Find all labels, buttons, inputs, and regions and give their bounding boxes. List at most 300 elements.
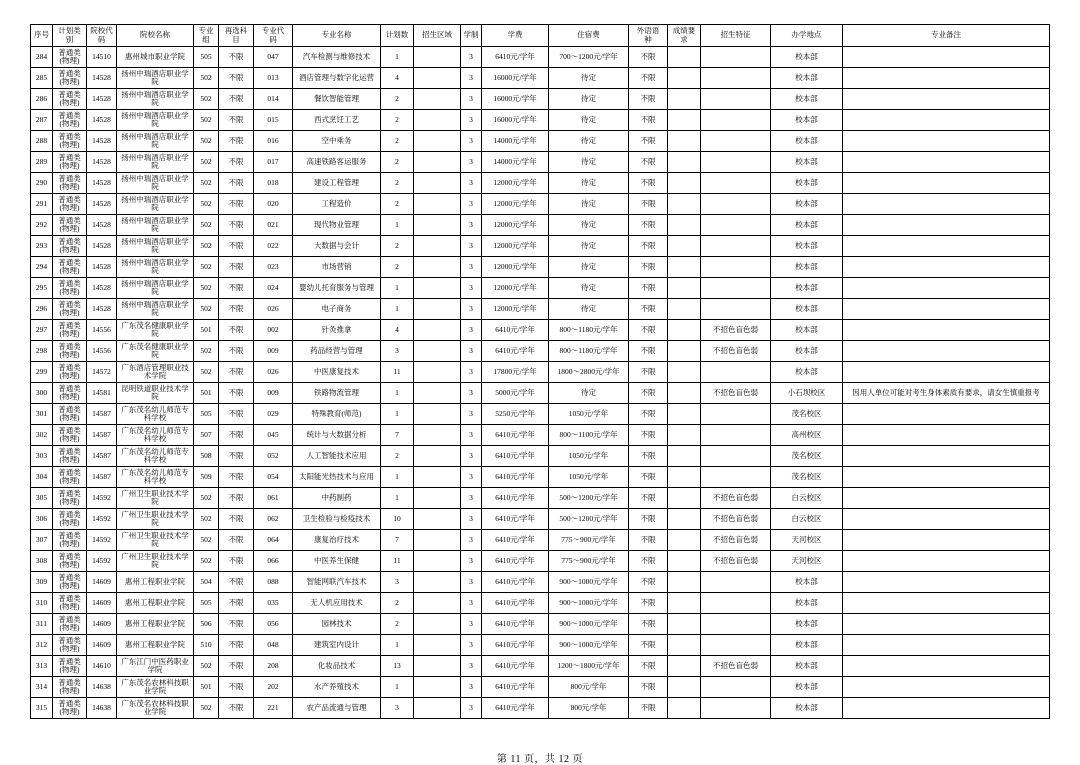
cell-subject: 不限 (219, 572, 254, 593)
cell-score-req (668, 677, 701, 698)
cell-region (414, 47, 461, 68)
cell-dorm-fee: 待定 (549, 383, 629, 404)
cell-category: 普通类(物理) (53, 68, 87, 89)
cell-location: 小石坝校区 (771, 383, 843, 404)
cell-feature (701, 215, 771, 236)
cell-language: 不限 (629, 530, 668, 551)
cell-group: 502 (194, 530, 219, 551)
cell-feature (701, 173, 771, 194)
cell-tuition: 6410元/学年 (482, 341, 549, 362)
cell-subject: 不限 (219, 47, 254, 68)
cell-remark (843, 299, 1050, 320)
cell-school-name: 扬州中瑞酒店职业学院 (117, 299, 194, 320)
header-years: 学制 (461, 25, 482, 47)
cell-feature: 不招色盲色弱 (701, 488, 771, 509)
cell-group: 502 (194, 341, 219, 362)
cell-region (414, 446, 461, 467)
table-row (31, 656, 1050, 677)
cell-tuition: 6410元/学年 (482, 488, 549, 509)
cell-score-req (668, 593, 701, 614)
cell-school-name: 广东江门中医药职业学院 (117, 656, 194, 677)
cell-major-name: 统计与大数据分析 (293, 425, 381, 446)
cell-subject: 不限 (219, 194, 254, 215)
cell-category: 普通类(物理) (53, 194, 87, 215)
cell-dorm-fee: 1050元/学年 (549, 467, 629, 488)
cell-school-name: 广东茂名健康职业学院 (117, 320, 194, 341)
cell-school-code: 14510 (87, 47, 117, 68)
cell-major-code: 061 (254, 488, 293, 509)
cell-group: 502 (194, 509, 219, 530)
cell-remark (843, 446, 1050, 467)
cell-category: 普通类(物理) (53, 362, 87, 383)
cell-group: 502 (194, 698, 219, 719)
cell-feature (701, 257, 771, 278)
cell-category: 普通类(物理) (53, 530, 87, 551)
cell-subject: 不限 (219, 530, 254, 551)
cell-language: 不限 (629, 173, 668, 194)
cell-subject: 不限 (219, 593, 254, 614)
cell-school-code: 14609 (87, 635, 117, 656)
cell-subject: 不限 (219, 110, 254, 131)
cell-major-name: 化妆品技术 (293, 656, 381, 677)
cell-major-code: 021 (254, 215, 293, 236)
cell-tuition: 12000元/学年 (482, 257, 549, 278)
cell-region (414, 320, 461, 341)
cell-school-name: 广东茂名幼儿师范专科学校 (117, 467, 194, 488)
cell-tuition: 6410元/学年 (482, 635, 549, 656)
cell-tuition: 6410元/学年 (482, 509, 549, 530)
cell-major-name: 中药制药 (293, 488, 381, 509)
cell-group: 501 (194, 677, 219, 698)
cell-remark (843, 341, 1050, 362)
cell-no: 313 (31, 656, 53, 677)
cell-major-name: 高速铁路客运服务 (293, 152, 381, 173)
cell-major-code: 018 (254, 173, 293, 194)
cell-school-name: 扬州中瑞酒店职业学院 (117, 89, 194, 110)
cell-school-code: 14528 (87, 236, 117, 257)
cell-years: 3 (461, 320, 482, 341)
cell-plan: 11 (381, 362, 414, 383)
cell-dorm-fee: 待定 (549, 215, 629, 236)
cell-region (414, 467, 461, 488)
cell-location: 高州校区 (771, 425, 843, 446)
cell-school-code: 14556 (87, 341, 117, 362)
cell-group: 502 (194, 89, 219, 110)
cell-major-code: 002 (254, 320, 293, 341)
cell-plan: 2 (381, 152, 414, 173)
cell-score-req (668, 236, 701, 257)
cell-subject: 不限 (219, 131, 254, 152)
table-row (31, 68, 1050, 89)
cell-tuition: 6410元/学年 (482, 614, 549, 635)
cell-major-name: 智能网联汽车技术 (293, 572, 381, 593)
cell-subject: 不限 (219, 89, 254, 110)
table-header (31, 25, 1050, 47)
cell-no: 309 (31, 572, 53, 593)
cell-no: 302 (31, 425, 53, 446)
cell-major-name: 空中乘务 (293, 131, 381, 152)
cell-remark (843, 47, 1050, 68)
cell-subject: 不限 (219, 446, 254, 467)
cell-group: 502 (194, 236, 219, 257)
header-feature: 招生特征 (701, 25, 771, 47)
cell-score-req (668, 47, 701, 68)
cell-location: 茂名校区 (771, 446, 843, 467)
cell-major-name: 市场营销 (293, 257, 381, 278)
cell-score-req (668, 278, 701, 299)
admission-plan-table (30, 24, 1050, 719)
table-row (31, 635, 1050, 656)
cell-remark (843, 278, 1050, 299)
cell-no: 311 (31, 614, 53, 635)
cell-language: 不限 (629, 572, 668, 593)
cell-score-req (668, 488, 701, 509)
cell-major-code: 035 (254, 593, 293, 614)
header-no: 序号 (31, 25, 53, 47)
cell-major-code: 048 (254, 635, 293, 656)
cell-major-name: 中医康复技术 (293, 362, 381, 383)
cell-years: 3 (461, 47, 482, 68)
cell-language: 不限 (629, 131, 668, 152)
cell-dorm-fee: 待定 (549, 89, 629, 110)
cell-school-code: 14528 (87, 257, 117, 278)
cell-remark: 因用人单位可能对考生身体素质有要求，请女生慎重报考 (843, 383, 1050, 404)
cell-dorm-fee: 待定 (549, 257, 629, 278)
cell-no: 306 (31, 509, 53, 530)
cell-years: 3 (461, 152, 482, 173)
cell-plan: 2 (381, 593, 414, 614)
cell-remark (843, 656, 1050, 677)
cell-location: 校本部 (771, 131, 843, 152)
cell-score-req (668, 173, 701, 194)
cell-plan: 2 (381, 614, 414, 635)
cell-category: 普通类(物理) (53, 488, 87, 509)
cell-score-req (668, 446, 701, 467)
cell-remark (843, 236, 1050, 257)
cell-region (414, 215, 461, 236)
cell-language: 不限 (629, 404, 668, 425)
cell-major-code: 045 (254, 425, 293, 446)
cell-remark (843, 635, 1050, 656)
cell-region (414, 698, 461, 719)
cell-category: 普通类(物理) (53, 89, 87, 110)
header-plan: 计划数 (381, 25, 414, 47)
cell-location: 校本部 (771, 47, 843, 68)
cell-language: 不限 (629, 320, 668, 341)
cell-school-code: 14556 (87, 320, 117, 341)
table-row (31, 509, 1050, 530)
cell-major-code: 023 (254, 257, 293, 278)
cell-years: 3 (461, 362, 482, 383)
cell-years: 3 (461, 488, 482, 509)
cell-location: 天河校区 (771, 551, 843, 572)
cell-years: 3 (461, 509, 482, 530)
cell-subject: 不限 (219, 362, 254, 383)
cell-region (414, 89, 461, 110)
cell-subject: 不限 (219, 278, 254, 299)
cell-subject: 不限 (219, 257, 254, 278)
cell-language: 不限 (629, 299, 668, 320)
cell-years: 3 (461, 467, 482, 488)
cell-region (414, 110, 461, 131)
cell-no: 310 (31, 593, 53, 614)
cell-location: 校本部 (771, 635, 843, 656)
cell-group: 504 (194, 572, 219, 593)
cell-subject: 不限 (219, 341, 254, 362)
cell-school-name: 广东茂名幼儿师范专科学校 (117, 404, 194, 425)
cell-language: 不限 (629, 215, 668, 236)
cell-tuition: 6410元/学年 (482, 656, 549, 677)
cell-plan: 1 (381, 677, 414, 698)
cell-score-req (668, 698, 701, 719)
cell-dorm-fee: 待定 (549, 68, 629, 89)
cell-group: 502 (194, 68, 219, 89)
cell-tuition: 16000元/学年 (482, 89, 549, 110)
cell-score-req (668, 257, 701, 278)
cell-school-code: 14638 (87, 677, 117, 698)
cell-remark (843, 551, 1050, 572)
table-row (31, 572, 1050, 593)
cell-no: 300 (31, 383, 53, 404)
cell-school-name: 扬州中瑞酒店职业学院 (117, 110, 194, 131)
cell-region (414, 551, 461, 572)
cell-school-code: 14609 (87, 572, 117, 593)
cell-score-req (668, 320, 701, 341)
cell-language: 不限 (629, 236, 668, 257)
cell-score-req (668, 425, 701, 446)
cell-school-name: 惠州工程职业学院 (117, 572, 194, 593)
cell-location: 校本部 (771, 194, 843, 215)
cell-region (414, 257, 461, 278)
cell-major-name: 中医养生保健 (293, 551, 381, 572)
cell-school-code: 14592 (87, 488, 117, 509)
cell-plan: 2 (381, 257, 414, 278)
cell-remark (843, 467, 1050, 488)
table-row (31, 89, 1050, 110)
cell-no: 308 (31, 551, 53, 572)
cell-school-code: 14528 (87, 173, 117, 194)
cell-score-req (668, 404, 701, 425)
cell-subject: 不限 (219, 635, 254, 656)
cell-tuition: 6410元/学年 (482, 467, 549, 488)
cell-language: 不限 (629, 257, 668, 278)
cell-feature (701, 89, 771, 110)
cell-plan: 2 (381, 446, 414, 467)
cell-remark (843, 131, 1050, 152)
cell-feature (701, 47, 771, 68)
cell-category: 普通类(物理) (53, 47, 87, 68)
cell-major-code: 062 (254, 509, 293, 530)
cell-score-req (668, 341, 701, 362)
cell-tuition: 6410元/学年 (482, 698, 549, 719)
cell-language: 不限 (629, 677, 668, 698)
cell-plan: 1 (381, 467, 414, 488)
table-row (31, 593, 1050, 614)
cell-plan: 4 (381, 68, 414, 89)
cell-tuition: 12000元/学年 (482, 278, 549, 299)
cell-tuition: 5000元/学年 (482, 383, 549, 404)
cell-remark (843, 194, 1050, 215)
cell-tuition: 12000元/学年 (482, 215, 549, 236)
cell-years: 3 (461, 299, 482, 320)
cell-dorm-fee: 1050元/学年 (549, 404, 629, 425)
cell-plan: 1 (381, 47, 414, 68)
cell-no: 284 (31, 47, 53, 68)
table-row (31, 47, 1050, 68)
cell-location: 校本部 (771, 152, 843, 173)
cell-school-name: 扬州中瑞酒店职业学院 (117, 68, 194, 89)
header-subject: 再选科目 (219, 25, 254, 47)
cell-school-code: 14528 (87, 152, 117, 173)
cell-school-code: 14528 (87, 89, 117, 110)
cell-plan: 3 (381, 698, 414, 719)
header-remark: 专业备注 (843, 25, 1050, 47)
cell-feature (701, 572, 771, 593)
cell-major-code: 009 (254, 383, 293, 404)
cell-category: 普通类(物理) (53, 320, 87, 341)
cell-score-req (668, 110, 701, 131)
header-location: 办学地点 (771, 25, 843, 47)
cell-major-code: 064 (254, 530, 293, 551)
cell-remark (843, 509, 1050, 530)
cell-tuition: 17800元/学年 (482, 362, 549, 383)
cell-remark (843, 404, 1050, 425)
cell-no: 290 (31, 173, 53, 194)
header-category: 计划类别 (53, 25, 87, 47)
cell-school-name: 扬州中瑞酒店职业学院 (117, 278, 194, 299)
cell-category: 普通类(物理) (53, 341, 87, 362)
cell-years: 3 (461, 194, 482, 215)
cell-major-name: 电子商务 (293, 299, 381, 320)
cell-school-name: 扬州中瑞酒店职业学院 (117, 131, 194, 152)
cell-no: 303 (31, 446, 53, 467)
cell-school-name: 惠州工程职业学院 (117, 593, 194, 614)
cell-years: 3 (461, 698, 482, 719)
cell-no: 315 (31, 698, 53, 719)
cell-category: 普通类(物理) (53, 299, 87, 320)
cell-group: 506 (194, 614, 219, 635)
cell-remark (843, 530, 1050, 551)
cell-subject: 不限 (219, 173, 254, 194)
cell-tuition: 6410元/学年 (482, 551, 549, 572)
cell-score-req (668, 131, 701, 152)
cell-school-code: 14528 (87, 278, 117, 299)
cell-school-code: 14638 (87, 698, 117, 719)
cell-major-code: 017 (254, 152, 293, 173)
cell-subject: 不限 (219, 215, 254, 236)
cell-subject: 不限 (219, 488, 254, 509)
cell-dorm-fee: 待定 (549, 173, 629, 194)
cell-language: 不限 (629, 593, 668, 614)
cell-school-code: 14528 (87, 299, 117, 320)
cell-category: 普通类(物理) (53, 635, 87, 656)
cell-region (414, 614, 461, 635)
cell-feature (701, 404, 771, 425)
cell-region (414, 362, 461, 383)
cell-location: 校本部 (771, 362, 843, 383)
table-row (31, 677, 1050, 698)
cell-feature (701, 68, 771, 89)
cell-category: 普通类(物理) (53, 131, 87, 152)
cell-school-code: 14572 (87, 362, 117, 383)
cell-major-name: 现代物业管理 (293, 215, 381, 236)
cell-score-req (668, 89, 701, 110)
cell-category: 普通类(物理) (53, 593, 87, 614)
cell-group: 505 (194, 593, 219, 614)
cell-years: 3 (461, 257, 482, 278)
cell-tuition: 16000元/学年 (482, 68, 549, 89)
cell-plan: 13 (381, 656, 414, 677)
table-row (31, 488, 1050, 509)
cell-tuition: 6410元/学年 (482, 572, 549, 593)
cell-major-code: 208 (254, 656, 293, 677)
cell-school-name: 扬州中瑞酒店职业学院 (117, 215, 194, 236)
cell-group: 502 (194, 278, 219, 299)
cell-remark (843, 593, 1050, 614)
cell-years: 3 (461, 656, 482, 677)
table-row (31, 362, 1050, 383)
cell-subject: 不限 (219, 236, 254, 257)
cell-major-name: 餐饮智能管理 (293, 89, 381, 110)
cell-plan: 3 (381, 341, 414, 362)
cell-dorm-fee: 1050元/学年 (549, 446, 629, 467)
cell-language: 不限 (629, 362, 668, 383)
cell-region (414, 635, 461, 656)
cell-major-name: 婴幼儿托育服务与管理 (293, 278, 381, 299)
cell-language: 不限 (629, 194, 668, 215)
cell-score-req (668, 530, 701, 551)
cell-tuition: 12000元/学年 (482, 236, 549, 257)
cell-category: 普通类(物理) (53, 173, 87, 194)
cell-feature (701, 677, 771, 698)
cell-major-name: 园林技术 (293, 614, 381, 635)
cell-plan: 7 (381, 530, 414, 551)
cell-school-name: 昆明铁道职业技术学院 (117, 383, 194, 404)
cell-feature: 不招色盲色弱 (701, 341, 771, 362)
cell-subject: 不限 (219, 152, 254, 173)
table-row (31, 215, 1050, 236)
cell-group: 502 (194, 257, 219, 278)
cell-no: 292 (31, 215, 53, 236)
cell-location: 校本部 (771, 236, 843, 257)
cell-language: 不限 (629, 635, 668, 656)
cell-language: 不限 (629, 383, 668, 404)
cell-location: 校本部 (771, 173, 843, 194)
cell-no: 286 (31, 89, 53, 110)
cell-location: 校本部 (771, 68, 843, 89)
cell-plan: 2 (381, 194, 414, 215)
cell-feature: 不招色盲色弱 (701, 383, 771, 404)
cell-school-name: 广东茂名健康职业学院 (117, 341, 194, 362)
cell-dorm-fee: 待定 (549, 152, 629, 173)
cell-school-code: 14587 (87, 467, 117, 488)
cell-feature (701, 194, 771, 215)
cell-school-name: 扬州中瑞酒店职业学院 (117, 173, 194, 194)
cell-category: 普通类(物理) (53, 257, 87, 278)
cell-location: 校本部 (771, 698, 843, 719)
cell-school-code: 14592 (87, 551, 117, 572)
cell-years: 3 (461, 341, 482, 362)
cell-no: 314 (31, 677, 53, 698)
cell-subject: 不限 (219, 320, 254, 341)
cell-feature (701, 110, 771, 131)
cell-category: 普通类(物理) (53, 698, 87, 719)
cell-dorm-fee: 900～1000元/学年 (549, 635, 629, 656)
cell-feature: 不招色盲色弱 (701, 551, 771, 572)
cell-plan: 2 (381, 236, 414, 257)
cell-score-req (668, 68, 701, 89)
cell-tuition: 6410元/学年 (482, 446, 549, 467)
